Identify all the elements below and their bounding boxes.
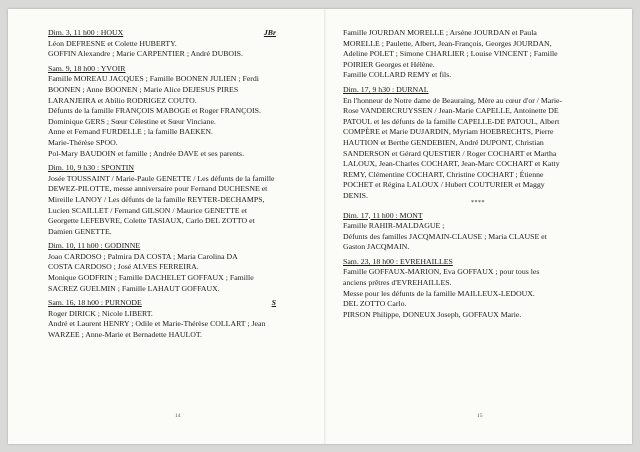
intention-line: LALOUX, Jean-Charles COCHART, Jean-Marc COCHART et Katty bbox=[343, 159, 560, 169]
section-heading bbox=[48, 64, 316, 75]
intention-line: Adeline POLET ; Simone CHARLIER ; Louise VINCENT ; Famille bbox=[343, 49, 558, 59]
intention-line: PIRSON Philippe, DONEUX Joseph, GOFFAUX Marie. bbox=[343, 309, 522, 319]
section-heading bbox=[48, 298, 316, 309]
intention-line: Famille JOURDAN MORELLE ; Arsène JOURDAN et Paula bbox=[343, 28, 537, 37]
section-heading bbox=[343, 211, 613, 222]
separator-stars: **** bbox=[471, 199, 485, 206]
section-heading-text: Dim. 10, 11 h00 : GODINNE bbox=[48, 241, 141, 251]
intention-line: Famille RAHIR-MALDAGUE ; bbox=[343, 221, 445, 231]
intention-line: DEWEZ-PILOTTE, messe anniversaire pour Fernand DUCHESNE et bbox=[48, 184, 268, 194]
section-heading-text: Dim. 3, 11 h00 : HOUX bbox=[48, 28, 124, 37]
intention-line: Lucien SCAILLET / Fernand GILSON / Maurice GENETTE et bbox=[48, 205, 248, 215]
intention-line: Léon DEFRESNE et Colette HUBERTY. bbox=[48, 38, 177, 48]
mass-section bbox=[48, 163, 316, 237]
intention-line: Georgette LEFEBVRE, Colette TASIAUX, Carlo DEL ZOTTO et bbox=[48, 216, 255, 226]
intention-line: Famille MOREAU JACQUES ; Famille BOONEN JULIEN ; Ferdi bbox=[48, 74, 259, 84]
section-heading-text: Dim. 17, 11 h00 : MONT bbox=[343, 210, 423, 220]
intention-line: REMY, Clémentine COCHART, Christine COCHART ; Étienne bbox=[343, 169, 544, 179]
section-heading bbox=[48, 241, 316, 252]
section-heading bbox=[48, 163, 316, 174]
intention-line: MORELLE ; Paulette, Albert, Jean-François, Georges JOURDAN, bbox=[343, 38, 552, 48]
intention-line: Gaston JACQMAIN. bbox=[343, 242, 410, 252]
mass-section bbox=[48, 64, 316, 159]
right-page bbox=[326, 9, 632, 444]
intention-line: GOFFIN Alexandre ; Marie CARPENTIER ; André DUBOIS. bbox=[48, 49, 243, 59]
mass-section bbox=[48, 28, 316, 60]
page-fold bbox=[324, 9, 326, 444]
intention-line: Défunts de la famille FRANÇOIS MABOGE et Roger FRANÇOIS. bbox=[48, 106, 261, 116]
intention-line: PATOUL et les défunts de la famille CAPELLE-DE PATOUL, Albert bbox=[343, 116, 560, 126]
intention-line: BOONEN ; Anne BOONEN ; Marie Alice DEJESUS PIRES bbox=[48, 84, 239, 94]
intention-line: Messe pour les défunts de la famille MAILLEUX-LEDOUX. bbox=[343, 288, 535, 298]
intention-line: Anne et Fernand FURDELLE ; la famille BAEKEN. bbox=[48, 127, 213, 137]
right-column bbox=[343, 28, 613, 324]
page-number-left: 14 bbox=[175, 413, 181, 419]
mass-section bbox=[48, 298, 316, 340]
section-heading-text: Sam. 16, 18 h00 : PURNODE bbox=[48, 298, 142, 308]
booklet-spread bbox=[8, 9, 632, 444]
intention-line: POIRIER Georges et Hélène. bbox=[343, 59, 435, 69]
intention-line: Famille GOFFAUX-MARION, Eva GOFFAUX ; pour tous les bbox=[343, 267, 540, 277]
mass-section bbox=[343, 211, 613, 253]
handwritten-mark: JBr bbox=[263, 28, 276, 37]
intention-line: HAUTION et Berthe GENDEBIEN, André DUPONT, Christian bbox=[343, 137, 544, 147]
intention-line: Mireille LANOY / Les défunts de la famille REYTER-DECHAMPS, bbox=[48, 194, 265, 204]
page-number-right: 15 bbox=[477, 413, 483, 419]
intention-line: SACREZ GUELMIN ; Famille LAHAUT GOFFAUX. bbox=[48, 283, 220, 293]
mass-section bbox=[48, 241, 316, 294]
mass-section bbox=[343, 85, 613, 207]
section-heading bbox=[48, 28, 316, 39]
intention-line: Josée TOUSSAINT / Marie-Paule GENETTE / Les défunts de la famille bbox=[48, 173, 275, 183]
intention-line: André et Laurent HENRY ; Odile et Marie-Thérèse COLLART ; Jean bbox=[48, 319, 266, 329]
section-heading-text: Sam. 23, 18 h00 : EVREHAILLES bbox=[343, 256, 453, 266]
intention-line: Famille COLLARD REMY et fils. bbox=[343, 70, 452, 80]
handwritten-mark: S bbox=[271, 298, 276, 308]
intention-line: Roger DIRICK ; Nicole LIBERT. bbox=[48, 308, 153, 318]
intention-line: COSTA CARDOSO ; José ALVES FERREIRA. bbox=[48, 262, 199, 272]
section-heading bbox=[343, 85, 613, 96]
intention-line: WARZEE ; Anne-Marie et Bernadette HAULOT. bbox=[48, 330, 203, 340]
intention-line: Joao CARDOSO ; Palmira DA COSTA ; Maria Carolina DA bbox=[48, 251, 238, 261]
intention-line: Monique GODFRIN ; Famille DACHELET GOFFAUX ; Famille bbox=[48, 273, 254, 283]
intention-line: Rose VANDERCRUYSSEN / Jean-Marie CAPELLE, Antoinette DE bbox=[343, 106, 559, 116]
intention-line: Pol-Mary BAUDOIN et famille ; Andrée DAVE et ses parents. bbox=[48, 148, 245, 158]
intention-line: SANDERSON et Gérard QUESTIER / Roger COCHART et Martha bbox=[343, 148, 557, 158]
intention-line: POCHET et Régina LALOUX / Hubert COUTURIER et Maggy bbox=[343, 180, 545, 190]
intention-line: Marie-Thérèse SPOO. bbox=[48, 137, 118, 147]
section-heading-text: Sam. 9, 18 h00 : YVOIR bbox=[48, 63, 126, 73]
intention-line: LARANJEIRA et Abílio RODRIGEZ COUTO. bbox=[48, 95, 197, 105]
left-column bbox=[48, 28, 316, 345]
intention-line: En l'honneur de Notre dame de Beauraing, Mère au cœur d'or / Marie- bbox=[343, 95, 563, 105]
section-heading-text: Dim. 10, 9 h30 : SPONTIN bbox=[48, 163, 134, 173]
left-page bbox=[8, 9, 326, 444]
section-heading-text: Dim. 17, 9 h30 : DURNAL bbox=[343, 84, 429, 94]
intention-line: DEL ZOTTO Carlo. bbox=[343, 299, 407, 309]
intention-line: DENIS. bbox=[343, 190, 368, 200]
intention-line: Damien GENETTE. bbox=[48, 226, 112, 236]
section-heading bbox=[343, 257, 613, 268]
intention-line: COMPÈRE et Marie DUJARDIN, Myriam HOEBRECHTS, Pierre bbox=[343, 127, 554, 137]
intention-line: Dominique GERS ; Sœur Célestine et Sœur Vinciane. bbox=[48, 116, 216, 126]
mass-section bbox=[343, 28, 613, 81]
intention-line: Défunts des familles JACQMAIN-CLAUSE ; Maria CLAUSE et bbox=[343, 231, 547, 241]
intention-line: anciens prêtres d'EVREHAILLES. bbox=[343, 278, 452, 288]
mass-section bbox=[343, 257, 613, 321]
